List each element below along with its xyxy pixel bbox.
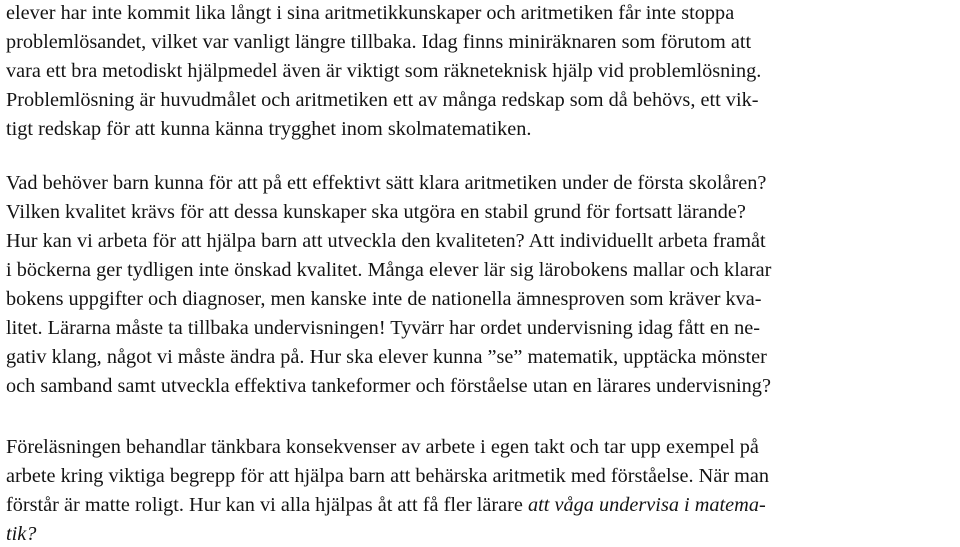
italic-phrase: tik?: [6, 523, 37, 545]
text-line: Problemlösning är huvudmålet och aritmetiken ett av många redskap som då behövs, ett vik-: [6, 89, 759, 111]
text-line: Hur kan vi arbeta för att hjälpa barn att utveckla den kvaliteten? Att individuellt arbeta framåt: [6, 230, 766, 252]
text-line: tigt redskap för att kunna känna trygghet inom skolmatematiken.: [6, 118, 532, 140]
text-line: [6, 521, 36, 547]
italic-phrase: att våga undervisa i matema-: [528, 494, 766, 516]
text-line: Föreläsningen behandlar tänkbara konsekvenser av arbete i egen takt och tar upp exempel på: [6, 436, 759, 458]
text-line: [6, 492, 766, 518]
text-line: elever har inte kommit lika långt i sina aritmetikkunskaper och aritmetiken får inte stoppa: [6, 2, 735, 24]
text-segment: förstår är matte roligt. Hur kan vi alla hjälpas åt att få fler lärare: [6, 494, 529, 516]
text-line: Vad behöver barn kunna för att på ett effektivt sätt klara aritmetiken under de första skolåren?: [6, 172, 767, 194]
text-line: bokens uppgifter och diagnoser, men kanske inte de nationella ämnesproven som kräver kva-: [6, 288, 762, 310]
text-line: Vilken kvalitet krävs för att dessa kunskaper ska utgöra en stabil grund för fortsatt lärande?: [6, 201, 746, 223]
text-line: problemlösandet, vilket var vanligt längre tillbaka. Idag finns miniräknaren som förutom att: [6, 31, 752, 53]
text-line: arbete kring viktiga begrepp för att hjälpa barn att behärska aritmetik med förståelse. När man: [6, 465, 770, 487]
text-line: vara ett bra metodiskt hjälpmedel även är viktigt som räkneteknisk hjälp vid problemlösning.: [6, 60, 762, 82]
text-line: i böckerna ger tydligen inte önskad kvalitet. Många elever lär sig lärobokens mallar och klarar: [6, 259, 772, 281]
text-line: litet. Lärarna måste ta tillbaka undervisningen! Tyvärr har ordet undervisning idag fått en ne-: [6, 317, 760, 339]
text-line: och samband samt utveckla effektiva tankeformer och förståelse utan en lärares undervisning?: [6, 375, 771, 397]
text-line: gativ klang, något vi måste ändra på. Hur ska elever kunna ”se” matematik, upptäcka mönster: [6, 346, 767, 368]
